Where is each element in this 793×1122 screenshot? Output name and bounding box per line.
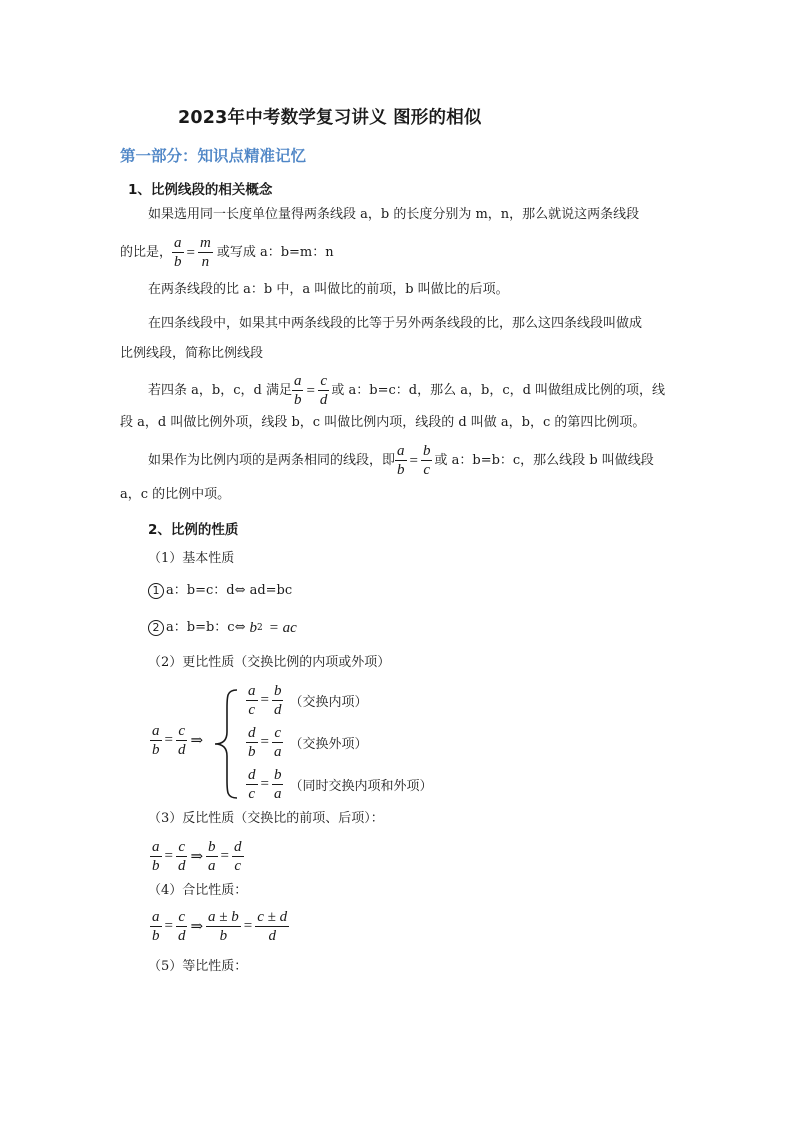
section-heading-2: 2、比例的性质 (148, 522, 239, 538)
equals-sign: = (260, 734, 269, 750)
property-item-2 (148, 619, 297, 637)
text-fragment: 或 a：b=b：c，那么线段 b 叫做线段 (434, 452, 654, 468)
alternation-case-3 (246, 766, 432, 803)
section-heading-1: 1、比例线段的相关概念 (128, 182, 273, 198)
fraction-d-over-c: $\frac{d}{c}$ (248, 767, 256, 802)
subsection-1: （1）基本性质 (148, 551, 235, 566)
fraction-a-over-b: $\frac{a}{b}$ (152, 839, 160, 874)
part-heading: 第一部分：知识点精准记忆 (120, 147, 307, 165)
componendo-formula (150, 908, 289, 945)
fraction-c-over-d: $\frac{c}{d}$ (177, 909, 186, 944)
fraction-c-pm-d-over-d: $\frac{c \pm d}{d}$ (257, 909, 288, 944)
alternation-case-2 (246, 724, 367, 761)
paragraph-4-line-1 (148, 372, 665, 409)
equals-sign: = (164, 848, 173, 864)
paragraph-1-line-2 (120, 234, 334, 271)
text-fragment: 或写成 a：b=m：n (216, 244, 334, 260)
implies-arrow: ⇒ (190, 733, 204, 749)
implies-arrow: ⇒ (190, 849, 204, 865)
fraction-c-over-d: $\frac{c}{d}$ (177, 839, 186, 874)
alternation-case-1 (246, 682, 367, 719)
subsection-4: （4）合比性质： (148, 883, 248, 898)
paragraph-5-line-1 (148, 442, 654, 479)
fraction-d-over-b: $\frac{d}{b}$ (248, 725, 256, 760)
fraction-m-over-n: $\frac{m}{n}$ (199, 235, 211, 270)
curly-brace-icon (213, 688, 239, 800)
page-title: 2023年中考数学复习讲义 图形的相似 (178, 108, 482, 128)
fraction-a-over-b: $\frac{a}{b}$ (397, 443, 405, 478)
paragraph-4-line-2: 段 a，d 叫做比例外项，线段 b，c 叫做比例内项，线段的 d 叫做 a，b，c 的第四比例项。 (120, 415, 646, 430)
fraction-c-over-d: $\frac{c}{d}$ (177, 723, 186, 758)
paragraph-1-line-1: 如果选用同一长度单位量得两条线段 a，b 的长度分别为 m，n，那么就说这两条线段 (148, 207, 640, 222)
fraction-a-over-b: $\frac{a}{b}$ (152, 723, 160, 758)
alternation-premise (150, 722, 206, 759)
circled-number-1: 1 (148, 583, 164, 599)
subsection-3: （3）反比性质（交换比的前项、后项）： (148, 811, 384, 826)
fraction-a-over-b: $\frac{a}{b}$ (174, 235, 182, 270)
expr-b: b (249, 620, 257, 636)
subsection-5: （5）等比性质： (148, 959, 248, 974)
fraction-b-over-c: $\frac{b}{c}$ (422, 443, 431, 478)
fraction-b-over-a: $\frac{b}{a}$ (273, 767, 282, 802)
property-item-1 (148, 582, 292, 600)
equals-sign: = (306, 382, 315, 399)
property-text: a：b=c：d⇔ ad=bc (166, 583, 293, 598)
fraction-a-over-b: $\frac{a}{b}$ (293, 373, 302, 408)
expr-rhs: = ac (268, 620, 297, 636)
equals-sign: = (260, 692, 269, 708)
equals-sign: = (220, 848, 230, 864)
fraction-c-over-a: $\frac{c}{a}$ (273, 725, 282, 760)
paragraph-3-line-1: 在四条线段中，如果其中两条线段的比等于另外两条线段的比，那么这四条线段叫做成 (148, 316, 643, 331)
equals-sign: = (186, 244, 195, 261)
equals-sign: = (260, 776, 269, 792)
paragraph-5-line-2: a，c 的比例中项。 (120, 487, 231, 502)
note-swap-both: （同时交换内项和外项） (289, 779, 433, 794)
paragraph-3-line-2: 比例线段，简称比例线段 (120, 346, 264, 361)
fraction-b-over-d: $\frac{b}{d}$ (273, 683, 282, 718)
subsection-2: （2）更比性质（交换比例的内项或外项） (148, 655, 391, 670)
inversion-formula (150, 838, 244, 875)
text-fragment: 或 a：b=c：d，那么 a，b，c，d 叫做组成比例的项，线 (331, 382, 666, 398)
equals-sign: = (164, 918, 173, 934)
text-fragment: 若四条 a，b，c，d 满足 (148, 382, 292, 398)
note-swap-outer: （交换外项） (289, 737, 368, 752)
equals-sign: = (164, 732, 173, 748)
note-swap-inner: （交换内项） (289, 695, 368, 710)
implies-arrow: ⇒ (190, 919, 204, 935)
text-fragment: 的比是， (120, 244, 173, 260)
text-fragment: 如果作为比例内项的是两条相同的线段，即 (148, 452, 396, 468)
fraction-a-pm-b-over-b: $\frac{a \pm b}{b}$ (208, 909, 239, 944)
fraction-c-over-d: $\frac{c}{d}$ (319, 373, 328, 408)
fraction-b-over-a: $\frac{b}{a}$ (208, 839, 216, 874)
paragraph-2: 在两条线段的比 a：b 中，a 叫做比的前项，b 叫做比的后项。 (148, 282, 509, 297)
equals-sign: = (409, 452, 418, 469)
expr-exponent: 2 (256, 623, 263, 633)
fraction-a-over-c: $\frac{a}{c}$ (248, 683, 256, 718)
equals-sign: = (243, 918, 253, 934)
circled-number-2: 2 (148, 620, 164, 636)
property-text: a：b=b：c⇔ (166, 620, 246, 635)
fraction-a-over-b: $\frac{a}{b}$ (152, 909, 160, 944)
fraction-d-over-c: $\frac{d}{c}$ (234, 839, 242, 874)
